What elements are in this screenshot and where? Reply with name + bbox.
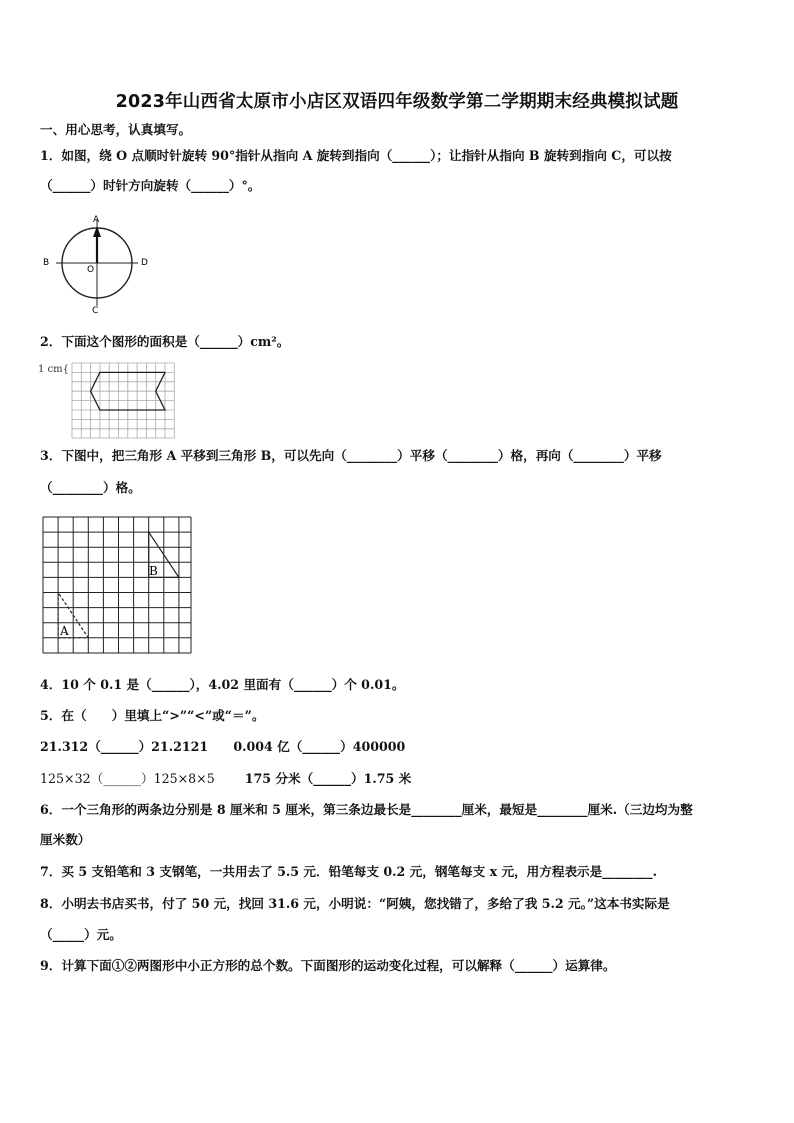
question-4-line-1: 4．10 个 0.1 是（______），4.02 里面有（______）个 0.01。: [40, 677, 405, 692]
section-heading: 一、用心思考，认真填写。: [40, 122, 192, 137]
area-grid-lines: [72, 363, 174, 438]
question-5-line-1: 5．在（ ）里填上“>”“<”或“＝”。: [40, 708, 265, 723]
question-5-line-2: 21.312（______）21.2121 0.004 亿（______）400000: [40, 739, 406, 754]
question-3-line-2: （________）格。: [40, 480, 141, 495]
clock-dial-figure: [38, 208, 158, 320]
question-6-line-1: 6．一个三角形的两条边分别是 8 厘米和 5 厘米，第三条边最长是________厘米，最短是________厘米.（三边均为整: [40, 802, 693, 817]
question-1-line-1: 1．如图，绕 O 点顺时针旋转 90°指针从指向 A 旋转到指向（______）；让指针从指向 B 旋转到指向 C，可以按: [40, 148, 672, 163]
question-8-line-2: （_____）元。: [40, 927, 122, 942]
question-1-line-2: （______）时针方向旋转（______）°。: [40, 178, 261, 193]
question-8-line-1: 8．小明去书店买书，付了 50 元，找回 31.6 元，小明说：“阿姨，您找错了，多给了我 5.2 元。”这本书实际是: [40, 896, 670, 911]
scale-label: 1 cm{: [38, 364, 69, 375]
label-o: O: [87, 265, 95, 275]
page-title: 2023年山西省太原市小店区双语四年级数学第二学期期末经典模拟试题: [115, 92, 679, 112]
label-a: A: [93, 215, 100, 225]
question-5-line-3: [40, 771, 411, 787]
triangle-b-label: B: [149, 564, 158, 578]
triangle-a-label: A: [60, 624, 69, 638]
label-b: B: [43, 258, 50, 268]
question-2-line-1: 2．下面这个图形的面积是（______）cm²。: [40, 334, 290, 349]
question-3-line-1: 3．下图中，把三角形 A 平移到三角形 B，可以先向（________）平移（________）格，再向（________）平移: [40, 448, 662, 463]
comparison-expression-1: 125×32（______）125×8×5: [40, 771, 215, 786]
label-d: D: [141, 258, 148, 268]
comparison-expression-2: 175 分米（______）1.75 米: [244, 771, 412, 786]
label-c: C: [92, 306, 99, 316]
question-6-line-2: 厘米数）: [40, 832, 91, 847]
area-grid-figure: [36, 358, 186, 442]
question-7-line-1: 7．买 5 支铅笔和 3 支钢笔，一共用去了 5.5 元．铅笔每支 0.2 元，钢笔每支 x 元，用方程表示是________.: [40, 864, 658, 879]
question-9-line-1: 9．计算下面①②两图形中小正方形的总个数。下面图形的运动变化过程，可以解释（______）运算律。: [40, 958, 616, 973]
translation-grid-figure: [40, 514, 196, 656]
